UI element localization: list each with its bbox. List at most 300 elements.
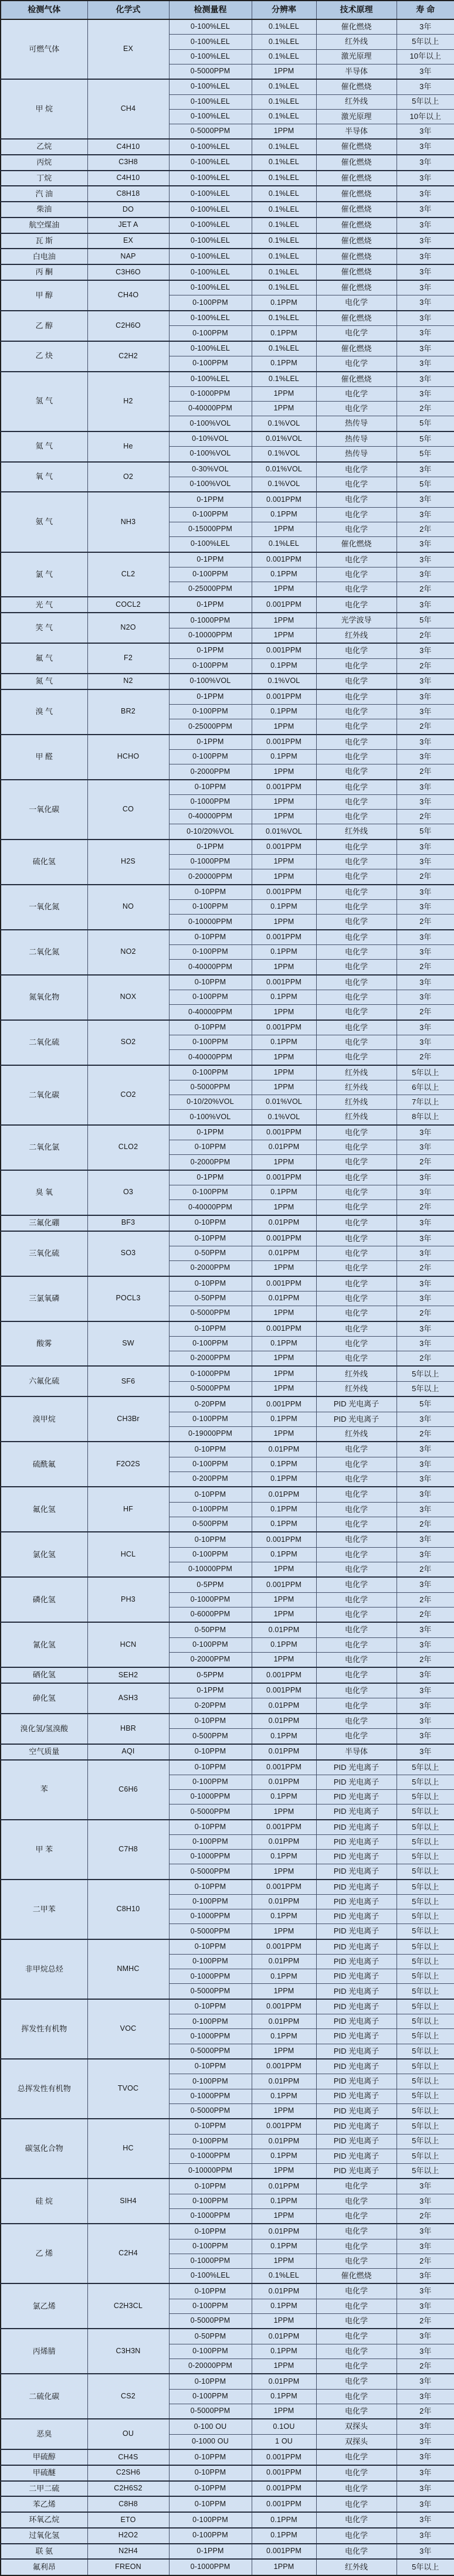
lifespan-cell: 2年 bbox=[397, 1050, 454, 1065]
lifespan-cell: 3年 bbox=[397, 885, 454, 900]
gas-cell: 氧 气 bbox=[1, 462, 87, 492]
lifespan-cell: 3年 bbox=[397, 1140, 454, 1155]
resolution-cell: 0.01PPM bbox=[252, 2134, 316, 2149]
formula-cell: C4H10 bbox=[87, 139, 169, 155]
formula-cell: HCHO bbox=[87, 735, 169, 780]
lifespan-cell: 2年 bbox=[397, 1306, 454, 1321]
range-cell: 0-10PPM bbox=[169, 2283, 252, 2299]
range-cell: 0-1PPM bbox=[169, 643, 252, 658]
principle-cell: 电化学 bbox=[316, 2283, 397, 2299]
principle-cell: 红外线 bbox=[316, 35, 397, 49]
resolution-cell: 0.1PPM bbox=[252, 658, 316, 674]
lifespan-cell: 3年 bbox=[397, 1729, 454, 1744]
principle-cell: 电化学 bbox=[316, 885, 397, 900]
gas-cell: 乙烷 bbox=[1, 139, 87, 155]
range-cell: 0-2000PPM bbox=[169, 1261, 252, 1276]
resolution-cell: 1PPM bbox=[252, 1381, 316, 1396]
lifespan-cell: 3年 bbox=[397, 1125, 454, 1140]
gas-cell: 丁烷 bbox=[1, 171, 87, 186]
range-cell: 0-10PPM bbox=[169, 2481, 252, 2497]
range-cell: 0-100%LEL bbox=[169, 19, 252, 35]
resolution-cell: 1PPM bbox=[252, 1306, 316, 1321]
resolution-cell: 0.1PPM bbox=[252, 295, 316, 311]
resolution-cell: 0.1%LEL bbox=[252, 264, 316, 280]
resolution-cell: 0.001PPM bbox=[252, 840, 316, 855]
resolution-cell: 1PPM bbox=[252, 764, 316, 780]
principle-cell: 电化学 bbox=[316, 1698, 397, 1714]
principle-cell: 催化燃烧 bbox=[316, 202, 397, 218]
lifespan-cell: 3年 bbox=[397, 1020, 454, 1035]
principle-cell: 电化学 bbox=[316, 1020, 397, 1035]
range-cell: 0-100%LEL bbox=[169, 264, 252, 280]
formula-cell: CH4S bbox=[87, 2449, 169, 2465]
gas-cell: 一氧化氮 bbox=[1, 885, 87, 930]
lifespan-cell: 3年 bbox=[397, 795, 454, 810]
lifespan-cell: 3年 bbox=[397, 19, 454, 35]
principle-cell: 催化燃烧 bbox=[316, 537, 397, 552]
range-cell: 0-10PPM bbox=[169, 1820, 252, 1835]
gas-cell: 硒化氢 bbox=[1, 1667, 87, 1683]
principle-cell: 电化学 bbox=[316, 2544, 397, 2560]
range-cell: 0-100%VOL bbox=[169, 674, 252, 689]
table-row bbox=[1, 689, 454, 705]
range-cell: 0-100PPM bbox=[169, 1547, 252, 1562]
resolution-cell: 0.001PPM bbox=[252, 552, 316, 567]
lifespan-cell: 3年 bbox=[397, 1321, 454, 1337]
resolution-cell: 0.01%VOL bbox=[252, 1095, 316, 1110]
header-cell-range: 检测量程 bbox=[169, 1, 252, 19]
resolution-cell: 0.1PPM bbox=[252, 1517, 316, 1532]
lifespan-cell: 3年 bbox=[397, 311, 454, 326]
resolution-cell: 0.001PPM bbox=[252, 1321, 316, 1337]
range-cell: 0-1PPM bbox=[169, 735, 252, 750]
lifespan-cell: 3年 bbox=[397, 387, 454, 402]
range-cell: 0-1000PPM bbox=[169, 2089, 252, 2103]
table-row bbox=[1, 2119, 454, 2134]
range-cell: 0-40000PPM bbox=[169, 1050, 252, 1065]
resolution-cell: 0.1PPM bbox=[252, 326, 316, 341]
lifespan-cell: 5年以上 bbox=[397, 1880, 454, 1895]
table-row bbox=[1, 2481, 454, 2497]
gas-cell: 恶臭 bbox=[1, 2419, 87, 2449]
principle-cell: 电化学 bbox=[316, 552, 397, 567]
gas-cell: 氰化氢 bbox=[1, 1622, 87, 1667]
gas-cell: 二甲二硫 bbox=[1, 2481, 87, 2497]
principle-cell: 电化学 bbox=[316, 2404, 397, 2419]
principle-cell: 电化学 bbox=[316, 2496, 397, 2512]
gas-cell: 柴油 bbox=[1, 202, 87, 218]
lifespan-cell: 2年 bbox=[397, 1607, 454, 1622]
range-cell: 0-10000PPM bbox=[169, 1562, 252, 1577]
principle-cell: 电化学 bbox=[316, 1487, 397, 1502]
lifespan-cell: 5年以上 bbox=[397, 2089, 454, 2103]
range-cell: 0-5000PPM bbox=[169, 1381, 252, 1396]
range-cell: 0-1000PPM bbox=[169, 2029, 252, 2044]
gas-cell: 空气质量 bbox=[1, 1744, 87, 1760]
formula-cell: HCN bbox=[87, 1622, 169, 1667]
formula-cell: SIH4 bbox=[87, 2179, 169, 2224]
gas-cell: 乙 醇 bbox=[1, 311, 87, 341]
range-cell: 0-200PPM bbox=[169, 1471, 252, 1487]
principle-cell: 半导体 bbox=[316, 124, 397, 139]
lifespan-cell: 2年 bbox=[397, 2208, 454, 2224]
lifespan-cell: 3年 bbox=[397, 341, 454, 356]
range-cell: 0-15000PPM bbox=[169, 522, 252, 536]
gas-cell: 三氟化硼 bbox=[1, 1215, 87, 1231]
gas-cell: 氟利昂 bbox=[1, 2559, 87, 2575]
formula-cell: FREON bbox=[87, 2559, 169, 2575]
formula-cell: SO3 bbox=[87, 1231, 169, 1276]
resolution-cell: 0.1PPM bbox=[252, 2029, 316, 2044]
table-row bbox=[1, 780, 454, 795]
lifespan-cell: 5年以上 bbox=[397, 1835, 454, 1850]
resolution-cell: 0.1PPM bbox=[252, 2299, 316, 2313]
lifespan-cell: 3年 bbox=[397, 1744, 454, 1760]
resolution-cell: 0.01PPM bbox=[252, 1140, 316, 1155]
resolution-cell: 1PPM bbox=[252, 1562, 316, 1577]
gas-cell: 氦 气 bbox=[1, 431, 87, 462]
resolution-cell: 0.001PPM bbox=[252, 1939, 316, 1955]
principle-cell: 电化学 bbox=[316, 869, 397, 885]
range-cell: 0-10PPM bbox=[169, 1939, 252, 1955]
lifespan-cell: 3年 bbox=[397, 264, 454, 280]
principle-cell: 催化燃烧 bbox=[316, 218, 397, 233]
gas-cell: 航空煤油 bbox=[1, 218, 87, 233]
range-cell: 0-100PPM bbox=[169, 2014, 252, 2029]
formula-cell: AQI bbox=[87, 1744, 169, 1760]
lifespan-cell: 3年 bbox=[397, 840, 454, 855]
table-row bbox=[1, 597, 454, 613]
table-row bbox=[1, 1020, 454, 1035]
range-cell: 0-5000PPM bbox=[169, 1924, 252, 1939]
resolution-cell: 0.1PPM bbox=[252, 1909, 316, 1924]
resolution-cell: 0.001PPM bbox=[252, 1532, 316, 1547]
resolution-cell: 0.01%VOL bbox=[252, 462, 316, 477]
principle-cell: 催化燃烧 bbox=[316, 186, 397, 202]
resolution-cell: 0.001PPM bbox=[252, 597, 316, 613]
formula-cell: TVOC bbox=[87, 2059, 169, 2119]
resolution-cell: 0.1PPM bbox=[252, 750, 316, 764]
formula-cell: EX bbox=[87, 19, 169, 79]
table-row bbox=[1, 1170, 454, 1185]
lifespan-cell: 3年 bbox=[397, 462, 454, 477]
gas-cell: 氮 气 bbox=[1, 674, 87, 689]
range-cell: 0-50PPM bbox=[169, 1246, 252, 1260]
resolution-cell: 0.1%LEL bbox=[252, 155, 316, 171]
lifespan-cell: 3年 bbox=[397, 186, 454, 202]
range-cell: 0-20000PPM bbox=[169, 869, 252, 885]
principle-cell: 电化学 bbox=[316, 2374, 397, 2389]
lifespan-cell: 5年以上 bbox=[397, 94, 454, 109]
resolution-cell: 0.001PPM bbox=[252, 1125, 316, 1140]
principle-cell: 电化学 bbox=[316, 855, 397, 869]
principle-cell: 电化学 bbox=[316, 597, 397, 613]
range-cell: 0-10/20%VOL bbox=[169, 1095, 252, 1110]
table-row bbox=[1, 1667, 454, 1683]
range-cell: 0-100PPM bbox=[169, 945, 252, 960]
resolution-cell: 0.1%LEL bbox=[252, 249, 316, 264]
principle-cell: 电化学 bbox=[316, 2329, 397, 2344]
lifespan-cell: 2年 bbox=[397, 719, 454, 735]
gas-cell: 氮氧化物 bbox=[1, 975, 87, 1020]
principle-cell: 电化学 bbox=[316, 2194, 397, 2208]
table-row bbox=[1, 171, 454, 186]
lifespan-cell: 2年 bbox=[397, 810, 454, 824]
range-cell: 0-100PPM bbox=[169, 1895, 252, 1909]
resolution-cell: 0.001PPM bbox=[252, 1231, 316, 1246]
lifespan-cell: 3年 bbox=[397, 1667, 454, 1683]
range-cell: 0-2000PPM bbox=[169, 764, 252, 780]
lifespan-cell: 5年以上 bbox=[397, 2559, 454, 2575]
table-row bbox=[1, 1622, 454, 1637]
range-cell: 0-100%LEL bbox=[169, 2268, 252, 2283]
range-cell: 0-100%VOL bbox=[169, 1110, 252, 1125]
table-row bbox=[1, 2512, 454, 2528]
formula-cell: CS2 bbox=[87, 2374, 169, 2419]
formula-cell: C8H8 bbox=[87, 2496, 169, 2512]
principle-cell: 催化燃烧 bbox=[316, 171, 397, 186]
resolution-cell: 0.001PPM bbox=[252, 735, 316, 750]
table-row bbox=[1, 1125, 454, 1140]
principle-cell: 催化燃烧 bbox=[316, 155, 397, 171]
range-cell: 0-100%LEL bbox=[169, 155, 252, 171]
range-cell: 0-100%VOL bbox=[169, 477, 252, 492]
gas-cell: 氨 气 bbox=[1, 492, 87, 552]
principle-cell: 电化学 bbox=[316, 1667, 397, 1683]
lifespan-cell: 7年以上 bbox=[397, 1095, 454, 1110]
table-row bbox=[1, 202, 454, 218]
lifespan-cell: 3年 bbox=[397, 855, 454, 869]
resolution-cell: 1PPM bbox=[252, 2163, 316, 2179]
range-cell: 0-1000PPM bbox=[169, 387, 252, 402]
table-row bbox=[1, 552, 454, 567]
resolution-cell: 0.001PPM bbox=[252, 492, 316, 507]
range-cell: 0-1000PPM bbox=[169, 1850, 252, 1864]
principle-cell: 催化燃烧 bbox=[316, 2268, 397, 2283]
gas-cell: 氟 气 bbox=[1, 643, 87, 674]
resolution-cell: 0.001PPM bbox=[252, 2496, 316, 2512]
lifespan-cell: 3年 bbox=[397, 1336, 454, 1351]
resolution-cell: 0.001PPM bbox=[252, 2059, 316, 2074]
gas-cell: 丙 酮 bbox=[1, 264, 87, 280]
resolution-cell: 1PPM bbox=[252, 2103, 316, 2119]
principle-cell: 电化学 bbox=[316, 658, 397, 674]
range-cell: 0-1PPM bbox=[169, 1125, 252, 1140]
principle-cell: 红外线 bbox=[316, 1095, 397, 1110]
range-cell: 0-100PPM bbox=[169, 2512, 252, 2528]
lifespan-cell: 3年 bbox=[397, 1442, 454, 1457]
range-cell: 0-10PPM bbox=[169, 1999, 252, 2014]
table-row bbox=[1, 462, 454, 477]
resolution-cell: 1PPM bbox=[252, 2044, 316, 2059]
principle-cell: 电化学 bbox=[316, 705, 397, 719]
principle-cell: 电化学 bbox=[316, 1502, 397, 1517]
formula-cell: EX bbox=[87, 233, 169, 249]
range-cell: 0-100PPM bbox=[169, 2299, 252, 2313]
principle-cell: 电化学 bbox=[316, 1622, 397, 1637]
principle-cell: 红外线 bbox=[316, 628, 397, 643]
principle-cell: 电化学 bbox=[316, 750, 397, 764]
resolution-cell: 0.1PPM bbox=[252, 1457, 316, 1471]
lifespan-cell: 5年以上 bbox=[397, 1366, 454, 1381]
range-cell: 0-5000PPM bbox=[169, 1804, 252, 1820]
header-cell-principle: 技术原理 bbox=[316, 1, 397, 19]
principle-cell: 电化学 bbox=[316, 1471, 397, 1487]
lifespan-cell: 3年 bbox=[397, 1532, 454, 1547]
principle-cell: 催化燃烧 bbox=[316, 233, 397, 249]
principle-cell: 电化学 bbox=[316, 1291, 397, 1306]
range-cell: 0-10PPM bbox=[169, 2224, 252, 2239]
principle-cell: 双探头 bbox=[316, 2434, 397, 2449]
range-cell: 0-10%VOL bbox=[169, 431, 252, 447]
resolution-cell: 0.1PPM bbox=[252, 1336, 316, 1351]
principle-cell: 电化学 bbox=[316, 326, 397, 341]
gas-cell: 氟化氢 bbox=[1, 1487, 87, 1532]
principle-cell: 电化学 bbox=[316, 507, 397, 522]
formula-cell: F2O2S bbox=[87, 1442, 169, 1487]
principle-cell: 电化学 bbox=[316, 915, 397, 930]
principle-cell: 电化学 bbox=[316, 582, 397, 597]
range-cell: 0-5000PPM bbox=[169, 1080, 252, 1095]
resolution-cell: 0.01PPM bbox=[252, 1487, 316, 1502]
formula-cell: NOX bbox=[87, 975, 169, 1020]
range-cell: 0-10PPM bbox=[169, 1020, 252, 1035]
resolution-cell: 1PPM bbox=[252, 124, 316, 139]
range-cell: 0-10PPM bbox=[169, 975, 252, 990]
range-cell: 0-100PPM bbox=[169, 1637, 252, 1652]
table-row bbox=[1, 2528, 454, 2544]
resolution-cell: 0.1%LEL bbox=[252, 372, 316, 387]
range-cell: 0-100%LEL bbox=[169, 372, 252, 387]
resolution-cell: 1PPM bbox=[252, 1366, 316, 1381]
resolution-cell: 0.001PPM bbox=[252, 2465, 316, 2481]
resolution-cell: 1PPM bbox=[252, 1426, 316, 1442]
table-row bbox=[1, 2465, 454, 2481]
range-cell: 0-100PPM bbox=[169, 1035, 252, 1050]
principle-cell: 电化学 bbox=[316, 1200, 397, 1215]
gas-cell: 甲 醛 bbox=[1, 735, 87, 780]
resolution-cell: 0.01%VOL bbox=[252, 431, 316, 447]
header-cell-gas: 检测气体 bbox=[1, 1, 87, 19]
resolution-cell: 1PPM bbox=[252, 810, 316, 824]
principle-cell: 红外线 bbox=[316, 824, 397, 840]
principle-cell: 电化学 bbox=[316, 1050, 397, 1065]
range-cell: 0-100%LEL bbox=[169, 186, 252, 202]
lifespan-cell: 5年以上 bbox=[397, 1760, 454, 1775]
resolution-cell: 0.1%LEL bbox=[252, 2268, 316, 2283]
table-row bbox=[1, 1487, 454, 1502]
formula-cell: C2H6O bbox=[87, 311, 169, 341]
gas-cell: 乙 烯 bbox=[1, 2224, 87, 2283]
principle-cell: 电化学 bbox=[316, 1215, 397, 1231]
resolution-cell: 0.01PPM bbox=[252, 1622, 316, 1637]
principle-cell: 电化学 bbox=[316, 975, 397, 990]
resolution-cell: 0.001PPM bbox=[252, 1999, 316, 2014]
principle-cell: 电化学 bbox=[316, 900, 397, 915]
formula-cell: C3H3N bbox=[87, 2329, 169, 2374]
lifespan-cell: 3年 bbox=[397, 705, 454, 719]
table-row bbox=[1, 2544, 454, 2560]
formula-cell: CO2 bbox=[87, 1065, 169, 1125]
lifespan-cell: 3年 bbox=[397, 202, 454, 218]
lifespan-cell: 3年 bbox=[397, 537, 454, 552]
range-cell: 0-30%VOL bbox=[169, 462, 252, 477]
principle-cell: 半导体 bbox=[316, 64, 397, 79]
principle-cell: 电化学 bbox=[316, 945, 397, 960]
table-row bbox=[1, 643, 454, 658]
principle-cell: 催化燃烧 bbox=[316, 280, 397, 295]
range-cell: 0-10000PPM bbox=[169, 628, 252, 643]
resolution-cell: 0.1PPM bbox=[252, 705, 316, 719]
gas-cell: 白电油 bbox=[1, 249, 87, 264]
gas-cell: 臭 氧 bbox=[1, 1170, 87, 1215]
table-row bbox=[1, 155, 454, 171]
lifespan-cell: 5年以上 bbox=[397, 2029, 454, 2044]
principle-cell: 电化学 bbox=[316, 1185, 397, 1200]
lifespan-cell: 3年 bbox=[397, 124, 454, 139]
lifespan-cell: 3年 bbox=[397, 1471, 454, 1487]
lifespan-cell: 3年 bbox=[397, 1577, 454, 1592]
resolution-cell: 0.1PPM bbox=[252, 1471, 316, 1487]
resolution-cell: 1PPM bbox=[252, 1261, 316, 1276]
formula-cell: C2H4 bbox=[87, 2224, 169, 2283]
range-cell: 0-100%LEL bbox=[169, 35, 252, 49]
range-cell: 0-10PPM bbox=[169, 1442, 252, 1457]
resolution-cell: 1PPM bbox=[252, 402, 316, 416]
resolution-cell: 0.1PPM bbox=[252, 1729, 316, 1744]
principle-cell: 催化燃烧 bbox=[316, 311, 397, 326]
lifespan-cell: 2年 bbox=[397, 402, 454, 416]
principle-cell: 电化学 bbox=[316, 2358, 397, 2374]
resolution-cell: 1PPM bbox=[252, 582, 316, 597]
range-cell: 0-1PPM bbox=[169, 492, 252, 507]
resolution-cell: 0.01PPM bbox=[252, 1895, 316, 1909]
range-cell: 0-100%LEL bbox=[169, 218, 252, 233]
resolution-cell: 1PPM bbox=[252, 1592, 316, 1607]
range-cell: 0-100 OU bbox=[169, 2419, 252, 2434]
principle-cell: 电化学 bbox=[316, 2389, 397, 2404]
lifespan-cell: 10年以上 bbox=[397, 49, 454, 64]
principle-cell: 电化学 bbox=[316, 643, 397, 658]
principle-cell: 电化学 bbox=[316, 1442, 397, 1457]
formula-cell: NH3 bbox=[87, 492, 169, 552]
header-row bbox=[1, 1, 454, 19]
lifespan-cell: 3年 bbox=[397, 930, 454, 945]
range-cell: 0-100PPM bbox=[169, 750, 252, 764]
gas-cell: 二硫化碳 bbox=[1, 2374, 87, 2419]
gas-cell: 氯乙烯 bbox=[1, 2283, 87, 2329]
resolution-cell: 0.001PPM bbox=[252, 885, 316, 900]
lifespan-cell: 3年 bbox=[397, 1683, 454, 1698]
lifespan-cell: 3年 bbox=[397, 1714, 454, 1729]
lifespan-cell: 5年以上 bbox=[397, 2119, 454, 2134]
principle-cell: 电化学 bbox=[316, 795, 397, 810]
table-row bbox=[1, 341, 454, 356]
resolution-cell: 0.1PPM bbox=[252, 1547, 316, 1562]
gas-cell: 氯化氢 bbox=[1, 1532, 87, 1577]
gas-cell: 二氧化氮 bbox=[1, 930, 87, 975]
resolution-cell: 0.001PPM bbox=[252, 780, 316, 795]
formula-cell: POCL3 bbox=[87, 1276, 169, 1321]
lifespan-cell: 3年 bbox=[397, 2329, 454, 2344]
lifespan-cell: 3年 bbox=[397, 1035, 454, 1050]
resolution-cell: 1PPM bbox=[252, 2559, 316, 2575]
lifespan-cell: 5年以上 bbox=[397, 1999, 454, 2014]
principle-cell: 红外线 bbox=[316, 2559, 397, 2575]
principle-cell: 电化学 bbox=[316, 477, 397, 492]
resolution-cell: 0.001PPM bbox=[252, 643, 316, 658]
table-row bbox=[1, 79, 454, 94]
